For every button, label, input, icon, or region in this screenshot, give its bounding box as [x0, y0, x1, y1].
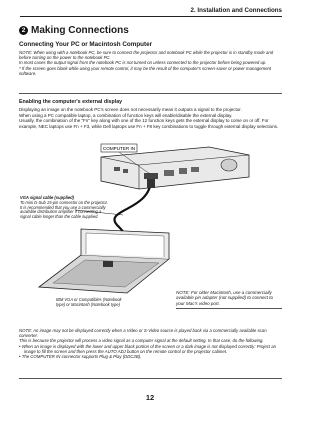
- pc-caption-line: IBM VGA or Compatibles (Notebook: [56, 297, 122, 302]
- body-text: [19, 107, 282, 129]
- bottom-note-p1: NOTE: An image may not be displayed correctly when a Video or S-Video source is played back via a commercially available scan converter.: [19, 328, 267, 339]
- header-rule: [20, 16, 282, 17]
- top-note-p3: * If the screen goes blank while using your remote control, it may be the result of the computer's screen-saver or power management software.: [19, 65, 272, 76]
- mac-note-line: your Mac's video port.: [176, 300, 220, 306]
- bottom-note: [19, 328, 282, 359]
- top-note-p2: In most cases the output signal from the notebook PC is not turned on unless connected to the projector before being powered up.: [19, 60, 267, 66]
- cable-callout-line: It is recommended that you use a commercially: [20, 204, 106, 210]
- bottom-note-bullet: • When an image is displayed with the lower and upper black portion of the screen or a dark image is not displayed correctly: Project an image to fill the screen and then press the AUTO ADJ button on the remote control or the projector cabinet.: [19, 343, 277, 354]
- bottom-note-bullet-text: When an image is displayed with the lower and upper black portion of the screen or a dark image is not displayed correctly: Project an image to fill the screen and then press the AUTO ADJ button on the remote control or the projector cabinet.: [21, 343, 277, 354]
- cable-plug-top: [147, 179, 155, 188]
- cable-callout-line: signal cable longer than the cable supplied.: [20, 214, 99, 220]
- bottom-note-p2: This is because the projector will process a video signal as a computer signal at the default setting. In that case, do the following.: [19, 338, 264, 344]
- top-note-p1: NOTE: When using with a notebook PC, be sure to connect the projector and notebook PC while the projector is in standby mode and before turning on the power to the notebook PC.: [19, 50, 274, 61]
- body-p3: Usually, the combination of the "Fn" key along with one of the 12 function keys gets the external display to come on or off. For example, NEC laptops use Fn + F3, while Dell laptops use Fn + F8 key combinations to toggle through external display selections.: [19, 118, 279, 129]
- note-underline: [19, 93, 282, 94]
- body-p1: Displaying an image on the notebook PC's screen does not necessarily mean it outputs a signal to the projector.: [19, 107, 242, 112]
- section-header: 2. Installation and Connections: [190, 7, 282, 14]
- bottom-note-bullet: • The COMPUTER IN connector supports Plug & Play (DDC2B).: [19, 354, 142, 360]
- body-p2: When using a PC compatible laptop, a combination of function keys will enable/disable the external display.: [19, 112, 233, 118]
- mac-note-line: available pin adapter (not supplied) to connect to: [176, 295, 274, 301]
- cable-callout-line: available distribution amplifier if connecting a: [20, 209, 102, 215]
- port-label: COMPUTER IN: [102, 146, 136, 151]
- cable-callout: [20, 196, 140, 220]
- laptop-illustration: [39, 229, 169, 293]
- connection-diagram: [19, 137, 282, 313]
- bottom-note-bullet-text: The COMPUTER IN connector supports Plug & Play (DDC2B).: [21, 354, 142, 360]
- pc-caption-line: type) or Macintosh (Notebook type): [56, 301, 120, 307]
- page-title: [19, 25, 129, 36]
- bottom-note-underline: [19, 378, 282, 379]
- title-number-badge: 2: [19, 26, 28, 35]
- section-heading: Enabling the computer's external display: [19, 99, 123, 105]
- mac-note-line: NOTE: For older Macintosh, use a commercially: [176, 290, 272, 295]
- subtitle: Connecting Your PC or Macintosh Computer: [19, 41, 153, 48]
- cable-callout-line: To mini D-Sub 15-pin connector on the projector.: [20, 199, 108, 205]
- page-number: 12: [145, 393, 155, 402]
- pc-caption: [56, 298, 176, 308]
- cable-callout-title: VGA signal cable (supplied): [20, 195, 74, 200]
- mac-note-underline: [176, 308, 282, 309]
- top-note: [19, 50, 282, 76]
- mac-note: [176, 290, 282, 306]
- projector-illustration: [101, 147, 249, 189]
- title-text: Making Connections: [31, 25, 129, 36]
